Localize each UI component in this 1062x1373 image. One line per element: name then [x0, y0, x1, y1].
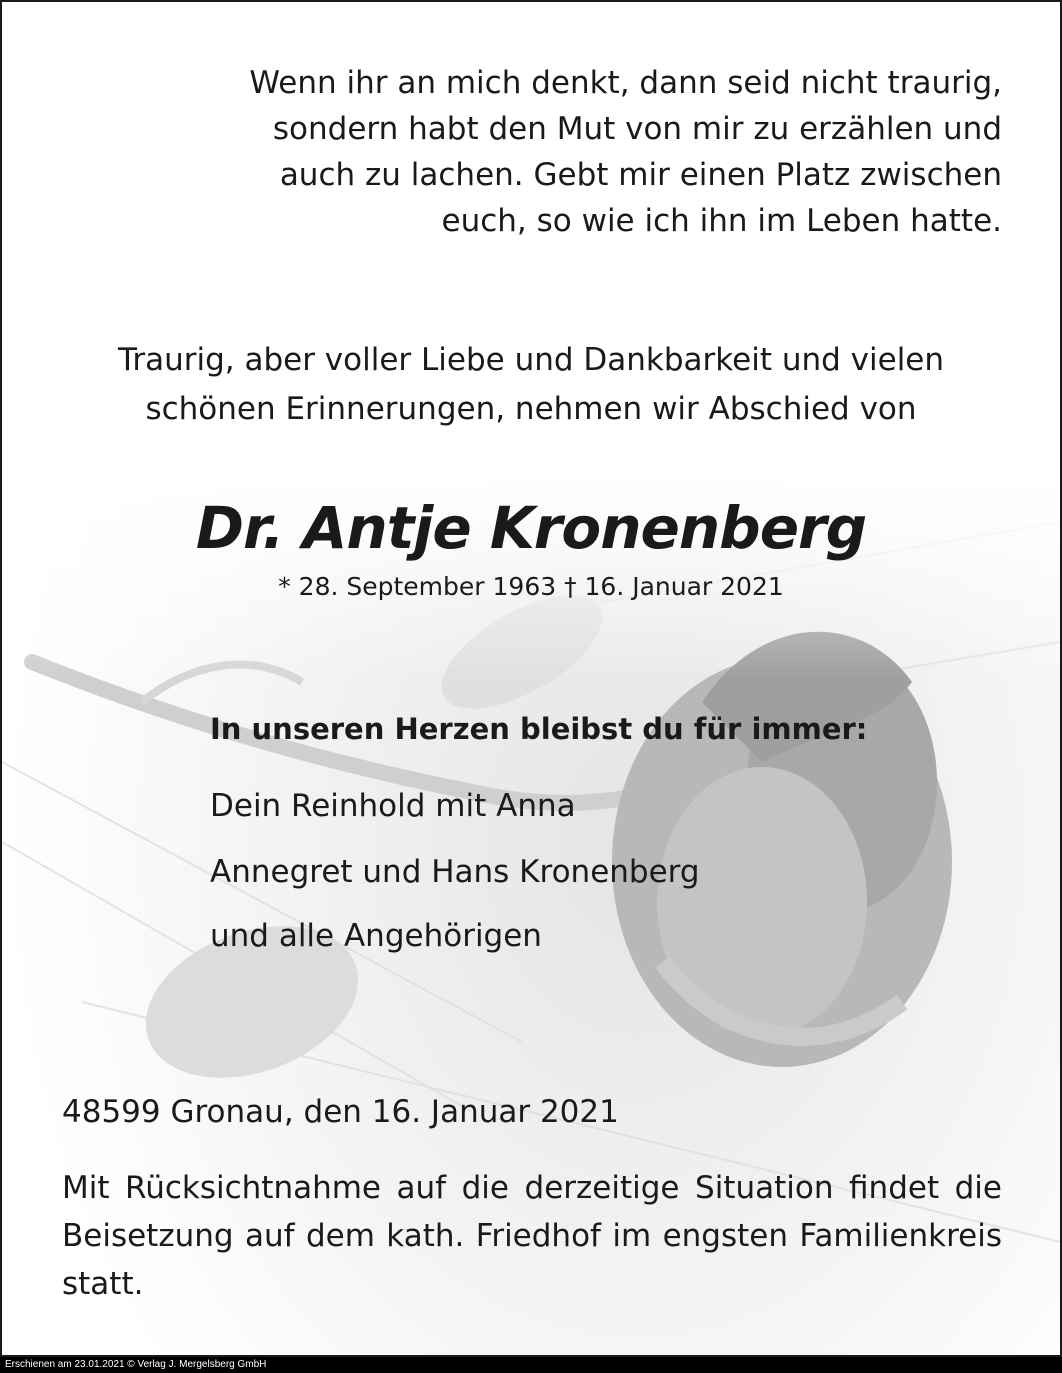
- mourner-name: und alle Angehörigen: [210, 918, 542, 954]
- place-and-date: 48599 Gronau, den 16. Januar 2021: [62, 1094, 619, 1130]
- burial-notice: Mit Rücksichtnahme auf die derzeitige Situation findet die Beisetzung auf dem kath. Friedhof im engsten Familienkreis statt.: [62, 1170, 1002, 1302]
- life-dates: * 28. September 1963 † 16. Januar 2021: [278, 572, 784, 601]
- intro-line: schönen Erinnerungen, nehmen wir Abschied von: [145, 391, 917, 427]
- memorial-verse: [249, 60, 1002, 244]
- mourner-name: Dein Reinhold mit Anna: [210, 788, 576, 824]
- verse-line: euch, so wie ich ihn im Leben hatte.: [441, 203, 1002, 239]
- intro-line: Traurig, aber voller Liebe und Dankbarkeit und vielen: [117, 342, 945, 378]
- farewell-intro: [2, 336, 1060, 434]
- mourner-name: Annegret und Hans Kronenberg: [210, 854, 700, 890]
- verse-line: auch zu lachen. Gebt mir einen Platz zwischen: [279, 157, 1002, 193]
- verse-line: sondern habt den Mut von mir zu erzählen und: [272, 111, 1002, 147]
- deceased-name: Dr. Antje Kronenberg: [195, 494, 867, 562]
- publication-footer: Erschienen am 23.01.2021 © Verlag J. Mergelsberg GmbH: [0, 1357, 1062, 1373]
- mourners-heading: In unseren Herzen bleibst du für immer:: [210, 712, 868, 746]
- verse-line: Wenn ihr an mich denkt, dann seid nicht traurig,: [249, 65, 1002, 101]
